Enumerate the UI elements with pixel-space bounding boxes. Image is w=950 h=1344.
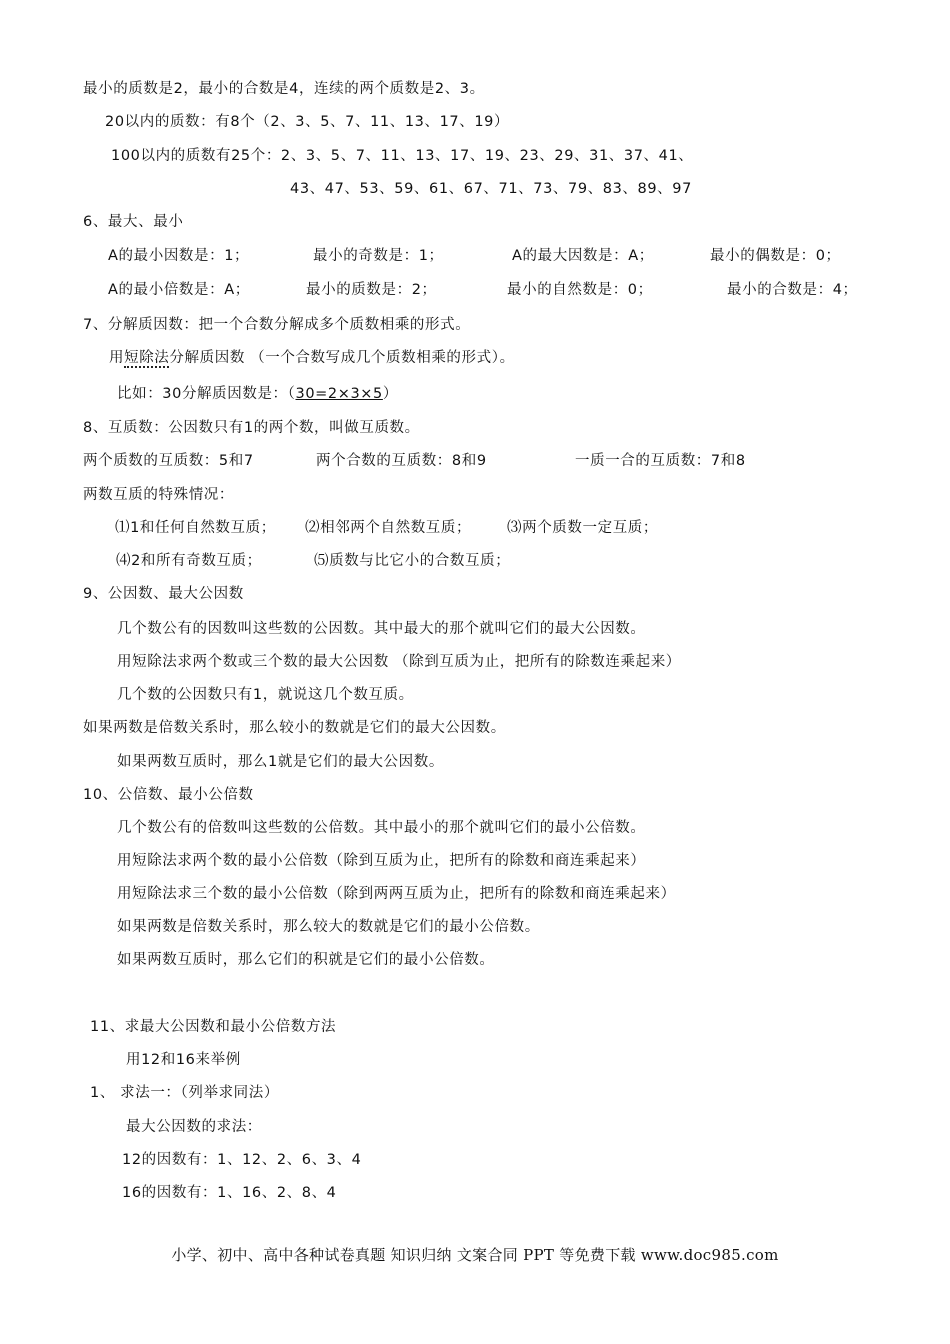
s10-line-3: 用短除法求三个数的最小公倍数（除到两两互质为止，把所有的除数和商连乘起来） (117, 886, 676, 902)
s8-example-b: 两个合数的互质数：8和9 (316, 453, 487, 469)
page-footer: 小学、初中、高中各种试卷真题 知识归纳 文案合同 PPT 等免费下载 www.doc985.com (171, 1246, 779, 1264)
s8-case-5: ⑸质数与比它小的合数互质； (314, 553, 511, 569)
s9-line-3: 几个数的公因数只有1，就说这几个数互质。 (117, 687, 414, 703)
s9-line-1: 几个数公有的因数叫这些数的公因数。其中最大的那个就叫它们的最大公因数。 (117, 621, 646, 637)
s11-example: 用12和16来举例 (126, 1052, 241, 1068)
s8-case-3: ⑶两个质数一定互质； (507, 520, 658, 536)
s10-line-1: 几个数公有的倍数叫这些数的公倍数。其中最小的那个就叫它们的最小公倍数。 (117, 820, 646, 836)
s7-method-post: 分解质因数 （一个合数写成几个质数相乘的形式）。 (169, 350, 515, 366)
primes-under-100-a: 100以内的质数有25个：2、3、5、7、11、13、17、19、23、29、31、37、41、 (111, 148, 694, 164)
s8-special-title: 两数互质的特殊情况： (83, 487, 234, 503)
section-8-title: 8、互质数：公因数只有1的两个数，叫做互质数。 (83, 420, 420, 436)
s7-method-pre: 用 (109, 350, 125, 366)
s6-row2-c: 最小的自然数是：0； (507, 282, 653, 298)
s6-row1-c: A的最大因数是：A； (512, 248, 654, 264)
s8-case-1: ⑴1和任何自然数互质； (115, 520, 276, 536)
s11-gcd-title: 最大公因数的求法： (126, 1119, 262, 1135)
section-10-title: 10、公倍数、最小公倍数 (83, 787, 254, 803)
s8-case-4: ⑷2和所有奇数互质； (116, 553, 262, 569)
section-6-title: 6、最大、最小 (83, 214, 184, 230)
s6-row1-a: A的最小因数是：1； (108, 248, 250, 264)
s6-row2-d: 最小的合数是：4； (727, 282, 858, 298)
s7-example (117, 384, 398, 404)
s11-factors-12: 12的因数有：1、12、2、6、3、4 (122, 1152, 362, 1168)
section-9-title: 9、公因数、最大公因数 (83, 586, 244, 602)
s6-row1-d: 最小的偶数是：0； (710, 248, 841, 264)
s8-example-c: 一质一合的互质数：7和8 (575, 453, 746, 469)
s6-row2-a: A的最小倍数是：A； (108, 282, 250, 298)
s8-case-2: ⑵相邻两个自然数互质； (305, 520, 472, 536)
s8-example-a: 两个质数的互质数：5和7 (83, 453, 254, 469)
s6-row1-b: 最小的奇数是：1； (313, 248, 444, 264)
primes-under-20: 20以内的质数：有8个（2、3、5、7、11、13、17、19） (105, 114, 510, 130)
s6-row2-b: 最小的质数是：2； (306, 282, 437, 298)
s7-example-post: ） (382, 386, 398, 402)
section-7-title: 7、分解质因数：把一个合数分解成多个质数相乘的形式。 (83, 317, 471, 333)
s9-line-2: 用短除法求两个数或三个数的最大公因数 （除到互质为止，把所有的除数连乘起来） (117, 654, 681, 670)
primes-under-100-b: 43、47、53、59、61、67、71、73、79、83、89、97 (290, 181, 692, 197)
s9-line-5: 如果两数互质时，那么1就是它们的最大公因数。 (117, 754, 444, 770)
s11-method-1: 1、 求法一：（列举求同法） (90, 1085, 279, 1101)
s10-line-4: 如果两数是倍数关系时，那么较大的数就是它们的最小公倍数。 (117, 919, 540, 935)
s11-factors-16: 16的因数有：1、16、2、8、4 (122, 1185, 337, 1201)
s10-line-5: 如果两数互质时，那么它们的积就是它们的最小公倍数。 (117, 952, 495, 968)
s7-example-formula: 30=2×3×5 (295, 386, 383, 402)
s10-line-2: 用短除法求两个数的最小公倍数（除到互质为止，把所有的除数和商连乘起来） (117, 853, 646, 869)
prime-min-line: 最小的质数是2，最小的合数是4，连续的两个质数是2、3。 (83, 81, 485, 97)
s9-line-4: 如果两数是倍数关系时，那么较小的数就是它们的最大公因数。 (83, 720, 506, 736)
s7-method (109, 348, 515, 368)
s7-method-emphasis: 短除法 (124, 350, 170, 366)
s7-example-pre: 比如：30分解质因数是：（ (117, 386, 296, 402)
section-11-title: 11、求最大公因数和最小公倍数方法 (90, 1019, 337, 1035)
